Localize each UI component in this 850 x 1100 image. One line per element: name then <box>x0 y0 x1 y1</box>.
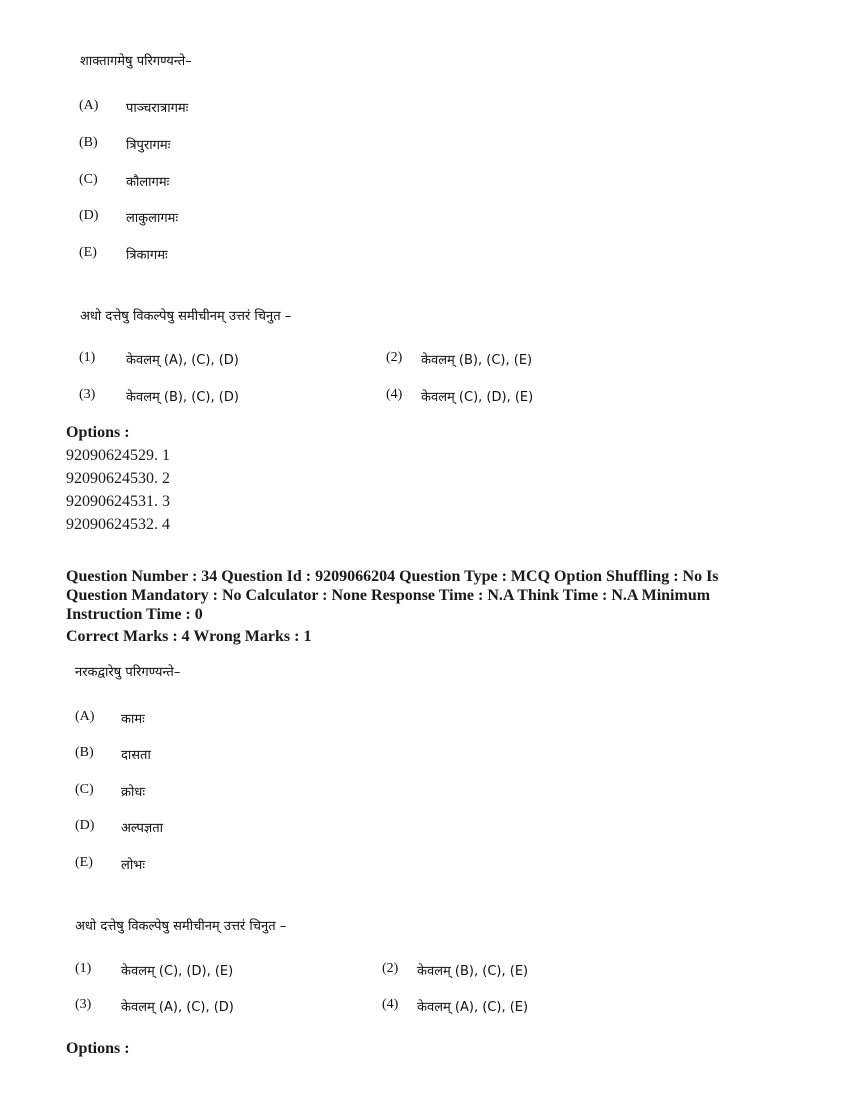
item-text: त्रिकागमः <box>126 248 168 263</box>
choice-number: (4) <box>382 997 399 1012</box>
item-text: कौलागमः <box>126 175 170 190</box>
instruction-text: अधो दत्तेषु विकल्पेषु समीचीनम् उत्तरं चिनुत – <box>75 919 287 934</box>
item-text: लाकुलागमः <box>126 211 179 226</box>
choice-text: केवलम् (C), (D), (E) <box>121 964 234 979</box>
choice-number: (2) <box>386 350 403 365</box>
choice-text: केवलम् (A), (C), (E) <box>417 1000 529 1015</box>
item-label: (B) <box>75 745 94 760</box>
item-text: पाञ्चरात्रागमः <box>126 101 189 116</box>
choice-text: केवलम् (B), (C), (E) <box>421 353 533 368</box>
choice-number: (1) <box>79 350 96 365</box>
item-text: लोभः <box>121 858 145 873</box>
choice-number: (3) <box>75 997 92 1012</box>
item-label: (A) <box>75 709 95 724</box>
options-heading: Options : <box>66 1040 130 1057</box>
item-label: (E) <box>79 245 97 260</box>
choice-number: (3) <box>79 387 96 402</box>
marks-line: Correct Marks : 4 Wrong Marks : 1 <box>66 628 312 645</box>
question-meta-line: Question Number : 34 Question Id : 9209066204 Question Type : MCQ Option Shuffling : No Is <box>66 568 719 585</box>
item-label: (A) <box>79 98 99 113</box>
choice-text: केवलम् (B), (C), (D) <box>126 390 239 405</box>
choice-number: (2) <box>382 961 399 976</box>
item-label: (D) <box>79 208 99 223</box>
item-text: दासता <box>121 748 151 763</box>
question-meta-line: Question Mandatory : No Calculator : None Response Time : N.A Think Time : N.A Minimum <box>66 587 711 604</box>
choice-text: केवलम् (C), (D), (E) <box>421 390 534 405</box>
question-meta-line: Instruction Time : 0 <box>66 606 203 623</box>
option-line: 92090624532. 4 <box>66 516 170 533</box>
options-heading: Options : <box>66 424 130 441</box>
option-line: 92090624531. 3 <box>66 493 170 510</box>
item-label: (C) <box>75 782 94 797</box>
choice-number: (4) <box>386 387 403 402</box>
instruction-text: अधो दत्तेषु विकल्पेषु समीचीनम् उत्तरं चिनुत – <box>80 309 292 324</box>
question-stem: नरकद्वारेषु परिगण्यन्ते– <box>75 665 181 680</box>
item-text: क्रोधः <box>121 785 145 800</box>
question-stem: शाक्तागमेषु परिगण्यन्ते– <box>80 54 192 69</box>
item-text: कामः <box>121 712 145 727</box>
item-label: (B) <box>79 135 98 150</box>
choice-text: केवलम् (A), (C), (D) <box>126 353 239 368</box>
choice-text: केवलम् (A), (C), (D) <box>121 1000 234 1015</box>
option-line: 92090624529. 1 <box>66 447 170 464</box>
choice-text: केवलम् (B), (C), (E) <box>417 964 529 979</box>
option-line: 92090624530. 2 <box>66 470 170 487</box>
item-text: त्रिपुरागमः <box>126 138 171 153</box>
item-text: अल्पज्ञता <box>121 821 164 836</box>
item-label: (D) <box>75 818 95 833</box>
choice-number: (1) <box>75 961 92 976</box>
item-label: (E) <box>75 855 93 870</box>
item-label: (C) <box>79 172 98 187</box>
